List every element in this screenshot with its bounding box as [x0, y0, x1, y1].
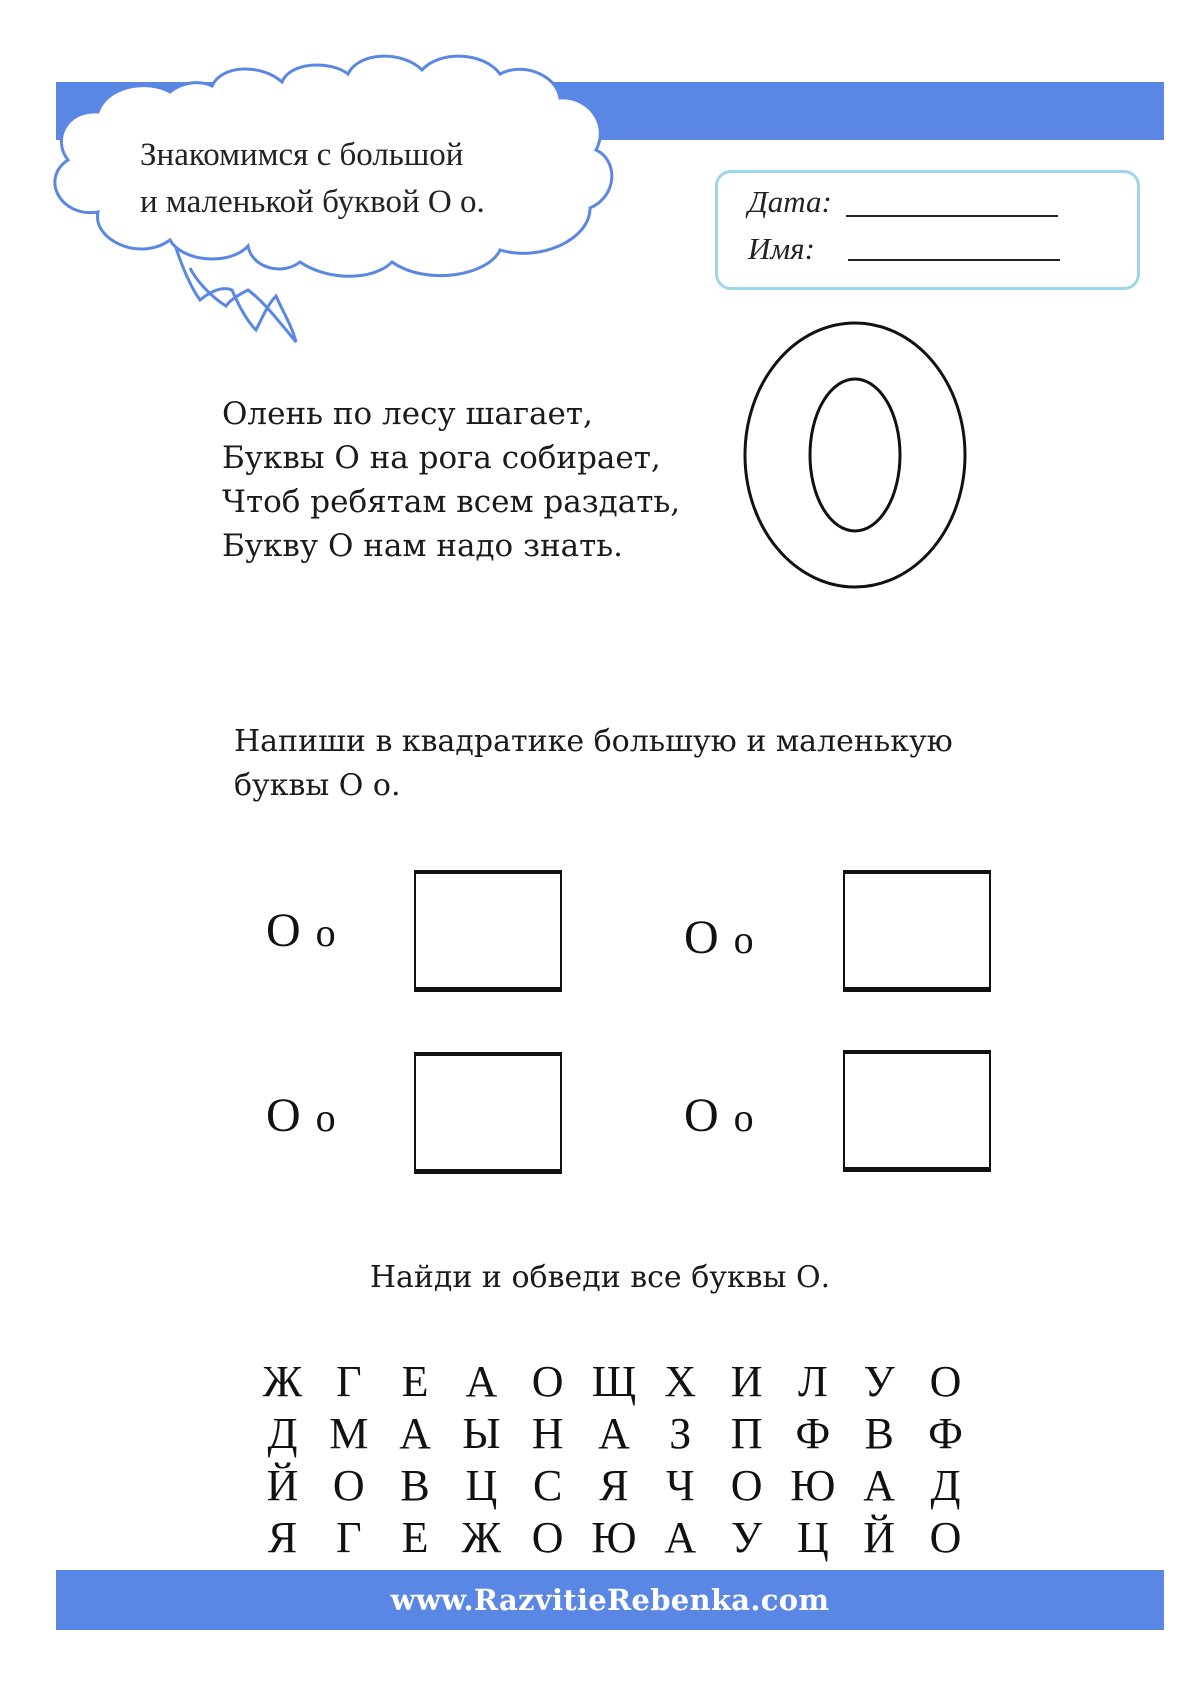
grid-letter[interactable]: Е — [401, 1356, 429, 1406]
grid-letter[interactable]: П — [730, 1408, 763, 1458]
poem-line: Буквы О на рога собирает, — [222, 440, 661, 476]
grid-row — [255, 1355, 973, 1407]
grid-letter[interactable]: В — [400, 1460, 430, 1510]
grid-letter[interactable]: О — [332, 1460, 365, 1510]
grid-letter[interactable]: А — [399, 1408, 431, 1458]
grid-letter[interactable]: Ф — [795, 1408, 831, 1458]
grid-letter[interactable]: Ф — [928, 1408, 963, 1458]
lower-letter: о — [315, 1095, 337, 1140]
grid-letter[interactable]: Ч — [665, 1460, 695, 1510]
grid-letter[interactable]: Е — [401, 1512, 429, 1562]
instruction-line-2: буквы О о. — [234, 768, 401, 803]
date-label: Дата: — [748, 184, 832, 219]
grid-letter[interactable]: А — [598, 1408, 630, 1458]
grid-letter[interactable]: У — [863, 1356, 895, 1406]
grid-letter[interactable]: Г — [336, 1356, 362, 1406]
grid-letter[interactable]: У — [731, 1512, 763, 1562]
grid-letter[interactable]: Н — [531, 1408, 564, 1458]
write-box[interactable] — [843, 1050, 991, 1172]
lower-letter: о — [315, 910, 337, 955]
grid-letter[interactable]: О — [929, 1356, 962, 1406]
grid-letter[interactable]: Я — [267, 1512, 298, 1562]
bubble-line-2: и маленькой буквой О о. — [140, 184, 485, 220]
grid-letter[interactable]: Л — [797, 1356, 828, 1406]
grid-letter[interactable]: О — [730, 1460, 763, 1510]
upper-letter: О — [266, 1089, 302, 1142]
grid-letter[interactable]: Ю — [790, 1460, 836, 1510]
grid-letter[interactable]: Ю — [591, 1512, 637, 1562]
lower-letter: о — [733, 917, 755, 962]
letter-grid — [255, 1355, 973, 1563]
date-field[interactable] — [846, 215, 1058, 217]
letter-pair — [266, 1088, 337, 1143]
grid-letter[interactable]: А — [664, 1512, 697, 1562]
grid-letter[interactable]: Й — [266, 1460, 299, 1510]
letter-pair — [266, 903, 337, 958]
big-letter-o — [730, 318, 980, 598]
grid-letter[interactable]: О — [531, 1512, 564, 1562]
grid-row — [255, 1511, 973, 1563]
writing-instruction — [234, 720, 953, 808]
grid-letter[interactable]: Я — [599, 1460, 629, 1510]
write-box[interactable] — [414, 870, 562, 992]
bubble-line-1: Знакомимся с большой — [140, 137, 464, 173]
letter-pair — [684, 910, 755, 965]
website-url[interactable]: www.RazvitieRebenka.com — [390, 1583, 830, 1617]
grid-letter[interactable]: А — [863, 1460, 896, 1510]
write-box[interactable] — [843, 870, 991, 992]
letter-pair — [684, 1088, 755, 1143]
grid-letter[interactable]: О — [929, 1512, 962, 1562]
grid-letter[interactable]: Й — [863, 1512, 896, 1562]
grid-letter[interactable]: Д — [267, 1408, 298, 1458]
name-field[interactable] — [848, 259, 1060, 261]
grid-row — [255, 1459, 973, 1511]
poem-line: Чтоб ребятам всем раздать, — [222, 484, 681, 520]
write-box[interactable] — [414, 1052, 562, 1174]
name-label: Имя: — [748, 231, 815, 266]
find-title: Найди и обведи все буквы О. — [369, 1260, 831, 1295]
grid-letter[interactable]: Ц — [465, 1460, 498, 1510]
upper-letter: О — [266, 904, 302, 957]
bubble-text — [140, 132, 485, 226]
grid-letter[interactable]: С — [533, 1460, 563, 1510]
grid-letter[interactable]: Г — [336, 1512, 362, 1562]
bottom-banner-bar — [56, 1570, 1164, 1630]
poem-line: Олень по лесу шагает, — [222, 396, 593, 432]
instruction-line-1: Напиши в квадратике большую и маленькую — [234, 724, 953, 759]
lower-letter: о — [733, 1095, 755, 1140]
grid-row — [255, 1407, 973, 1459]
grid-letter[interactable]: Ж — [461, 1512, 502, 1562]
upper-letter: О — [684, 911, 720, 964]
grid-letter[interactable]: В — [864, 1408, 894, 1458]
upper-letter: О — [684, 1089, 720, 1142]
poem — [222, 392, 680, 568]
grid-letter[interactable]: Х — [664, 1356, 697, 1406]
grid-letter[interactable]: Ы — [462, 1408, 501, 1458]
grid-letter[interactable]: Щ — [591, 1356, 637, 1406]
grid-letter[interactable]: Ц — [796, 1512, 829, 1562]
poem-line: Букву О нам надо знать. — [222, 528, 624, 564]
grid-letter[interactable]: А — [465, 1356, 498, 1406]
grid-letter[interactable]: М — [329, 1408, 369, 1458]
grid-letter[interactable]: И — [730, 1356, 763, 1406]
grid-letter[interactable]: З — [669, 1408, 692, 1458]
grid-letter[interactable]: Ж — [262, 1356, 303, 1406]
date-name-box — [715, 170, 1140, 290]
grid-letter[interactable]: О — [531, 1356, 564, 1406]
grid-letter[interactable]: Д — [930, 1460, 961, 1510]
